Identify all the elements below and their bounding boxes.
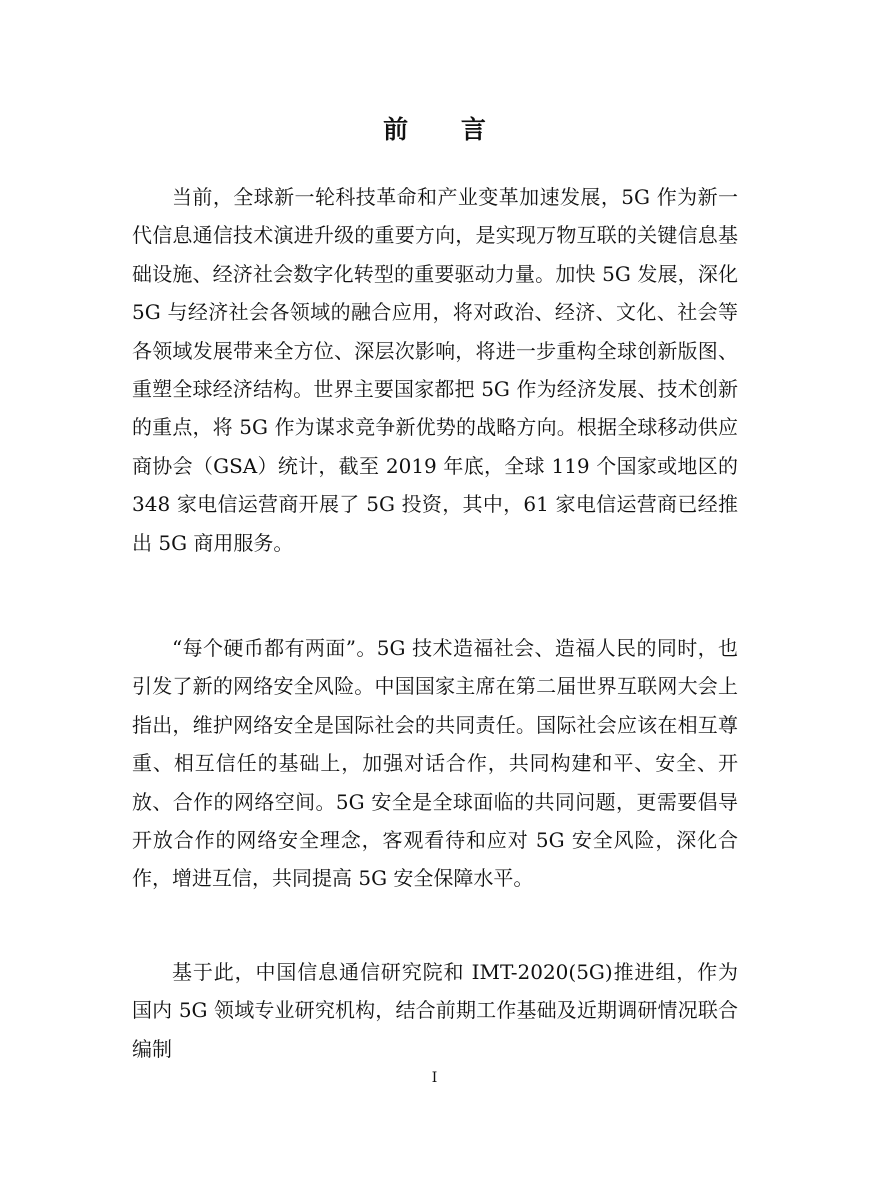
paragraph-1-block (132, 178, 738, 562)
page-number: I (431, 1070, 438, 1086)
page-title: 前 言 (383, 115, 508, 144)
paragraph-3-block (132, 953, 738, 1068)
paragraph-3: 基于此，中国信息通信研究院和 IMT-2020(5G)推进组，作为国内 5G 领域专业研究机构，结合前期工作基础及近期调研情况联合编制 (132, 960, 738, 1061)
paragraph-2-block (132, 629, 738, 898)
paragraph-1: 当前，全球新一轮科技革命和产业变革加速发展，5G 作为新一代信息通信技术演进升级的重要方向，是实现万物互联的关键信息基础设施、经济社会数字化转型的重要驱动力量。加快 5G 发展，深化 5G 与经济社会各领域的融合应用，将对政治、经济、文化、社会等各领域发展带来全方位、深层次影响，将进一步重构全球创新版图、重塑全球经济结构。世界主要国家都把 5G 作为经济发展、技术创新的重点，将 5G 作为谋求竞争新优势的战略方向。根据全球移动供应商协会（GSA）统计，截至 2019 年底，全球 119 个国家或地区的 348 家电信运营商开展了 5G 投资，其中，61 家电信运营商已经推出 5G 商用服务。 (132, 185, 738, 555)
paragraph-2: “每个硬币都有两面”。5G 技术造福社会、造福人民的同时，也引发了新的网络安全风险。中国国家主席在第二届世界互联网大会上指出，维护网络安全是国际社会的共同责任。国际社会应该在相互尊重、相互信任的基础上，加强对话合作，共同构建和平、安全、开放、合作的网络空间。5G 安全是全球面临的共同问题，更需要倡导开放合作的网络安全理念，客观看待和应对 5G 安全风险，深化合作，增进互信，共同提高 5G 安全保障水平。 (132, 636, 738, 891)
